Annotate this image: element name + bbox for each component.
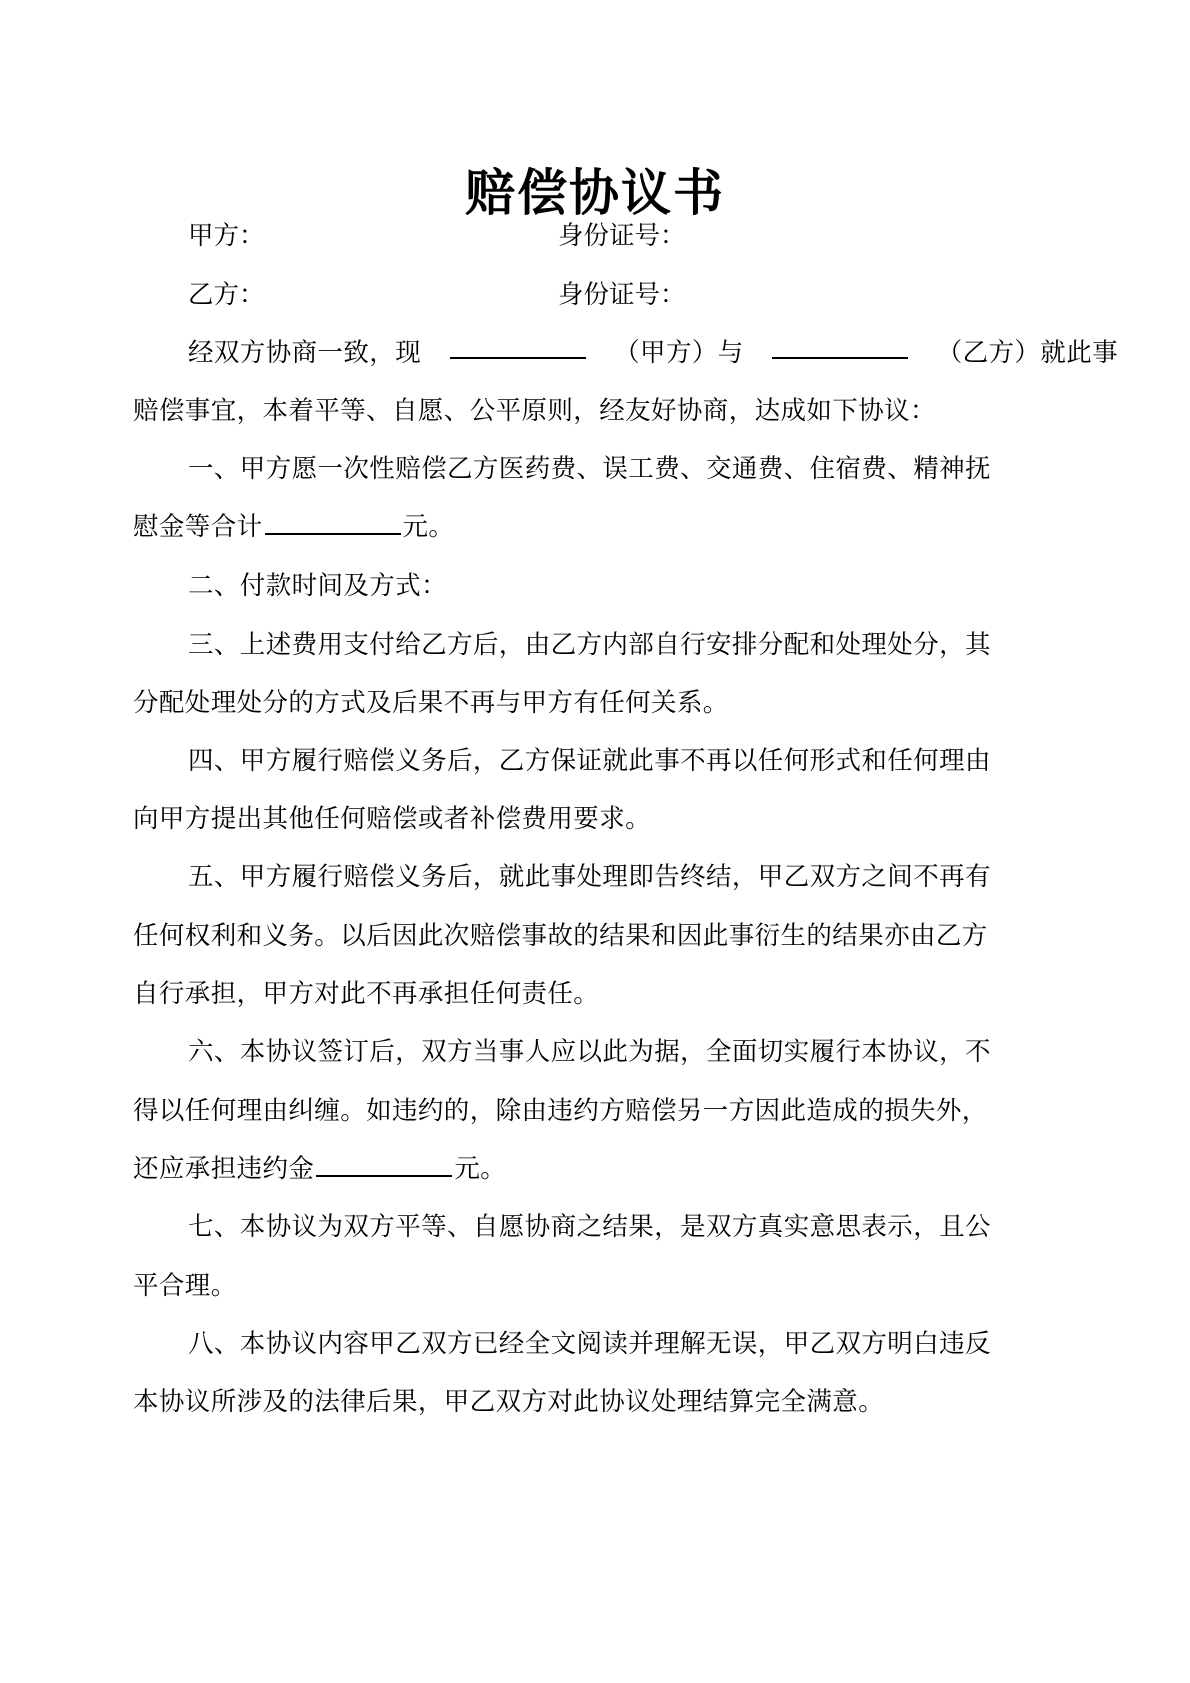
clause-5-line-3: 自行承担，甲方对此不再承担任何责任。 <box>133 979 600 1009</box>
intro-text-a: 经双方协商一致，现 <box>188 338 422 368</box>
party-a-id-label: 身份证号： <box>558 221 686 251</box>
party-b-label: 乙方： <box>188 280 265 310</box>
clause-2-line-1: 二、付款时间及方式： <box>188 571 448 601</box>
document-title: 赔偿协议书 <box>465 164 725 222</box>
intro-line-2: 赔偿事宜，本着平等、自愿、公平原则，经友好协商，达成如下协议： <box>133 396 936 426</box>
intro-text-b: （甲方）与 <box>614 338 744 368</box>
clause-6-line-1: 六、本协议签订后，双方当事人应以此为据，全面切实履行本协议，不 <box>188 1037 991 1067</box>
clause-6-text-b: 元。 <box>454 1154 507 1184</box>
clause-8-line-1: 八、本协议内容甲乙双方已经全文阅读并理解无误，甲乙双方明白违反 <box>188 1329 991 1359</box>
clause-6-text-a: 还应承担违约金 <box>133 1154 315 1184</box>
clause-7-line-2: 平合理。 <box>133 1271 237 1301</box>
clause-3-line-1: 三、上述费用支付给乙方后，由乙方内部自行安排分配和处理处分，其 <box>188 630 991 660</box>
intro-line-1 <box>133 333 1118 373</box>
clause-5-line-2: 任何权利和义务。以后因此次赔偿事故的结果和因此事衍生的结果亦由乙方 <box>133 921 988 951</box>
party-b-row <box>188 275 686 315</box>
party-b-name-blank[interactable] <box>772 333 908 359</box>
penalty-amount-blank[interactable] <box>316 1151 452 1177</box>
clause-7-line-1: 七、本协议为双方平等、自愿协商之结果，是双方真实意思表示，且公 <box>188 1212 991 1242</box>
clause-4-line-2: 向甲方提出其他任何赔偿或者补偿费用要求。 <box>133 804 652 834</box>
clause-1-line-2 <box>133 507 1063 547</box>
party-a-row <box>188 216 686 256</box>
clause-3-line-2: 分配处理处分的方式及后果不再与甲方有任何关系。 <box>133 688 729 718</box>
clause-6-line-2: 得以任何理由纠缠。如违约的，除由违约方赔偿另一方因此造成的损失外， <box>133 1096 988 1126</box>
clause-8-line-2: 本协议所涉及的法律后果，甲乙双方对此协议处理结算完全满意。 <box>133 1387 885 1417</box>
intro-text-c: （乙方）就此事 <box>936 338 1118 368</box>
party-a-label: 甲方： <box>188 221 265 251</box>
party-b-id-label: 身份证号： <box>558 280 686 310</box>
party-a-name-blank[interactable] <box>450 333 586 359</box>
clause-1-line-1: 一、甲方愿一次性赔偿乙方医药费、误工费、交通费、住宿费、精神抚 <box>188 454 991 484</box>
clause-5-line-1: 五、甲方履行赔偿义务后，就此事处理即告终结，甲乙双方之间不再有 <box>188 862 991 892</box>
clause-4-line-1: 四、甲方履行赔偿义务后，乙方保证就此事不再以任何形式和任何理由 <box>188 746 991 776</box>
clause-6-line-3 <box>133 1149 1063 1189</box>
clause-1-text-a: 慰金等合计 <box>133 512 263 542</box>
clause-1-text-b: 元。 <box>402 512 455 542</box>
compensation-amount-blank[interactable] <box>265 509 401 535</box>
